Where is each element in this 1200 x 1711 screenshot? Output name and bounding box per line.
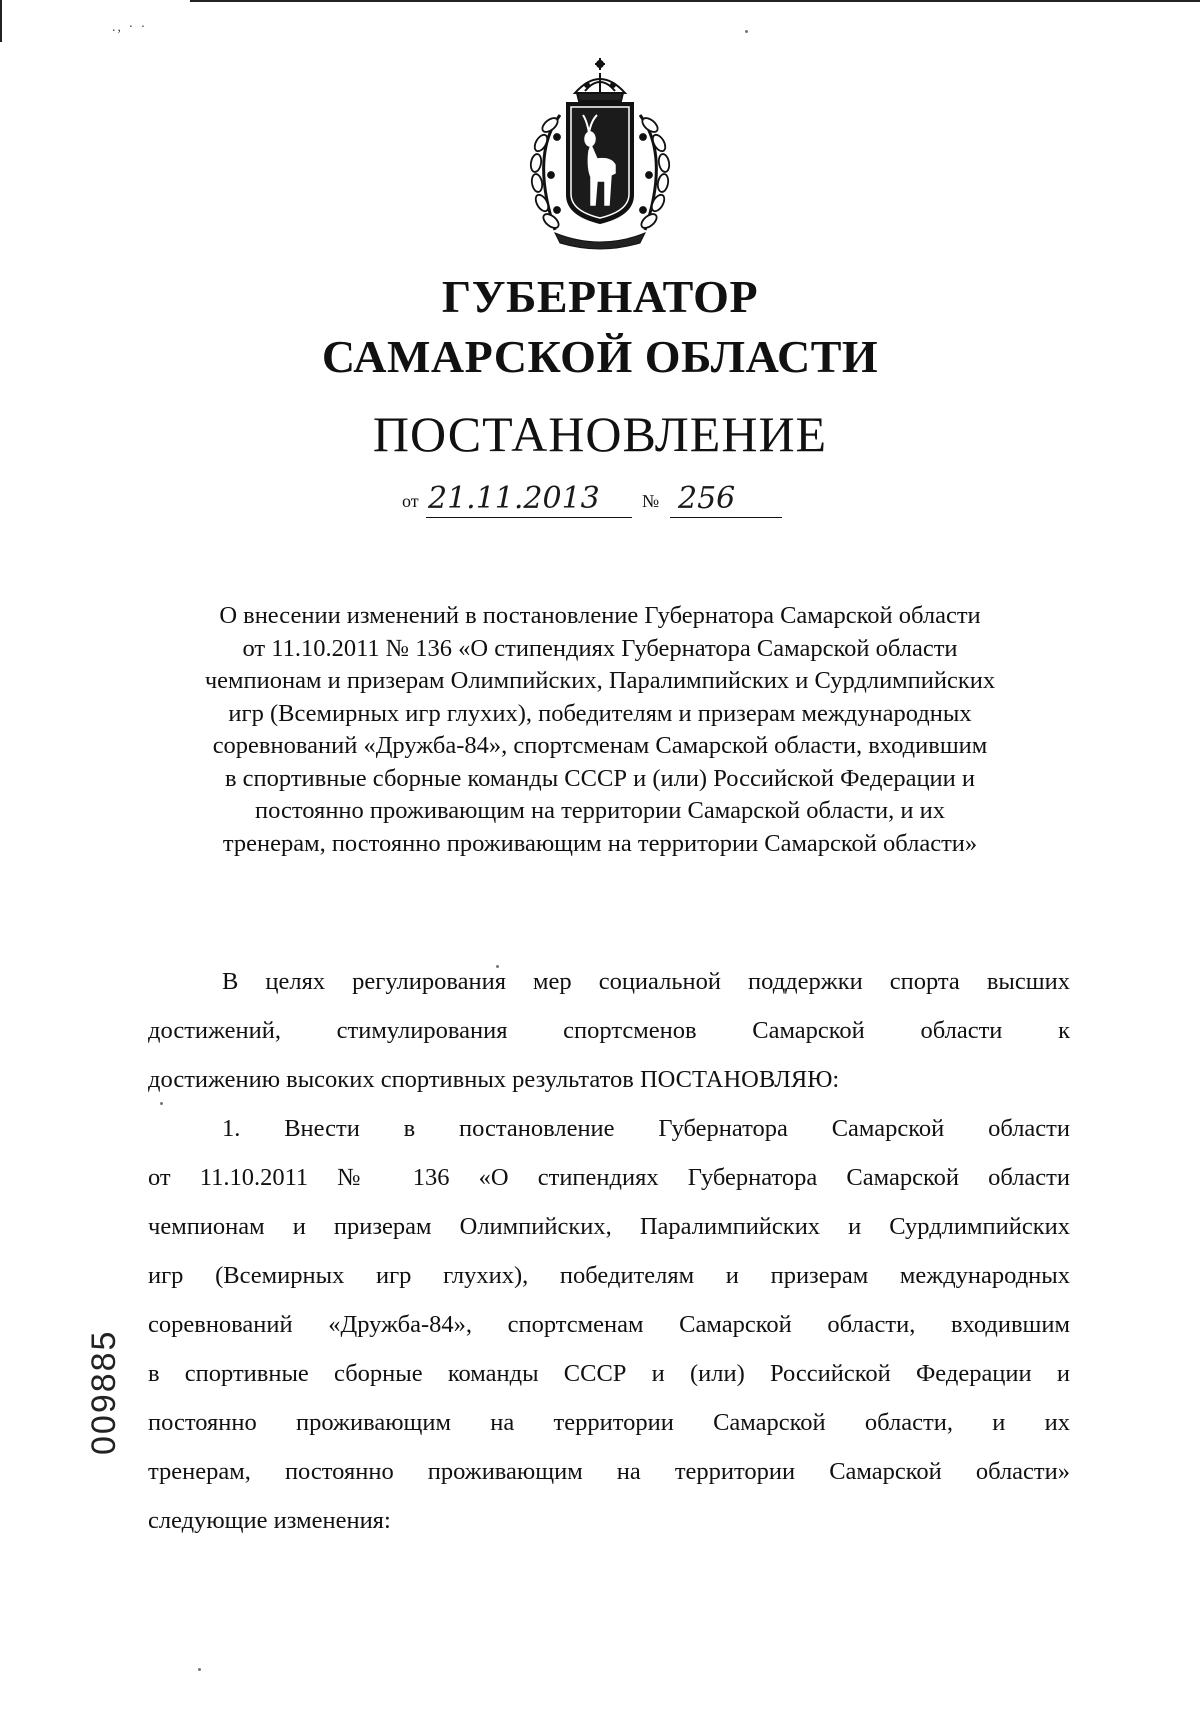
body-text: в спортивные сборные команды СССР и (или) Российской Федерации и [148,1360,1070,1387]
scan-top-rule [190,0,1200,2]
subject-line: постоянно проживающим на территории Самарской области, и их [255,797,945,824]
subject-line: О внесении изменений в постановление Губернатора Самарской области [219,602,981,629]
org-name-line-2: САМАРСКОЙ ОБЛАСТИ [321,331,879,382]
body-line [148,1507,1070,1535]
wreath-left-icon [530,115,562,231]
scan-left-mark [0,0,2,42]
body-line [222,1115,1070,1143]
body-line [148,1213,1070,1241]
subject-line: чемпионам и призерам Олимпийских, Паралимпийских и Сурдлимпийских [204,667,996,694]
registration-number: 256 [678,481,736,516]
registration-date: 21.11.2013 [428,481,600,516]
body-text: игр (Всемирных игр глухих), победителям и призерам международных [148,1262,1070,1289]
body-line [148,1409,1070,1437]
number-prefix: № [642,491,660,511]
date-prefix: от [402,491,419,511]
body-line [148,1360,1070,1388]
body-text: В целях регулирования мер социальной поддержки спорта высших [222,968,1070,995]
body-line [148,1017,1070,1045]
body-text: от 11.10.2011 № 136 «О стипендиях Губернатора Самарской области [148,1164,1070,1191]
number-underline [670,517,782,519]
body-text: тренерам, постоянно проживающим на территории Самарской области» [148,1458,1070,1485]
body-line [148,1164,1070,1192]
body-text: чемпионам и призерам Олимпийских, Паралимпийских и Сурдлимпийских [148,1213,1070,1240]
body-line [222,968,1070,996]
subject-line: в спортивные сборные команды СССР и (или) Российской Федерации и [224,764,976,792]
wreath-right-icon [639,115,671,231]
subject-line: соревнований «Дружба-84», спортсменам Самарской области, входившим [212,732,988,759]
scan-speck [198,1668,201,1671]
subject-line: игр (Всемирных игр глухих), победителям и призерам международных [228,699,972,727]
scan-speck [745,30,748,33]
registration-row [402,478,822,518]
body-text: достижений, стимулирования спортсменов Самарской области к [148,1017,1070,1044]
margin-serial-number: 009885 [85,1329,123,1455]
scan-specks: ., · · [112,20,148,35]
body-text: постоянно проживающим на территории Самарской области, и их [148,1409,1070,1436]
body-line [148,1311,1070,1339]
body-text: 1. Внести в постановление Губернатора Самарской области [222,1115,1070,1142]
org-name-line-1: ГУБЕРНАТОР [441,271,759,322]
scan-speck [496,965,499,968]
subject-line: от 11.10.2011 № 136 «О стипендиях Губернатора Самарской области [242,634,958,662]
body-line [148,1458,1070,1486]
crown-icon [575,58,625,101]
document-subject [130,600,1070,860]
body-line [148,1066,1070,1094]
scan-speck [160,1102,163,1105]
body-text: соревнований «Дружба-84», спортсменам Самарской области, входившим [148,1311,1070,1338]
document-type-title: ПОСТАНОВЛЕНИЕ [372,406,828,462]
ribbon-icon [555,233,645,249]
body-line [148,1262,1070,1290]
date-underline [426,517,632,519]
body-text: достижению высоких спортивных результатов ПОСТАНОВЛЯЮ: [148,1066,840,1093]
body-text: следующие изменения: [148,1507,391,1534]
samara-coat-of-arms-icon [505,55,695,255]
subject-line: тренерам, постоянно проживающим на территории Самарской области» [222,829,978,857]
